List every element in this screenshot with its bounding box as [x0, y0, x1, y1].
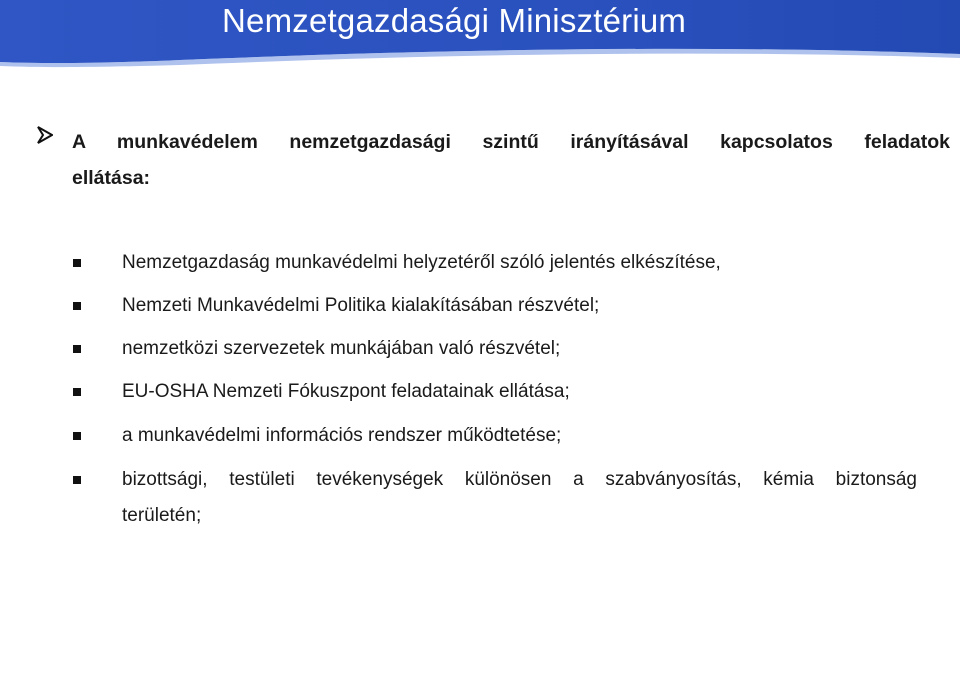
list-item-text: [122, 462, 917, 534]
list-item-text: nemzetközi szervezetek munkájában való részvétel;: [122, 338, 561, 359]
header-band: [0, 0, 960, 68]
square-bullet-icon: [73, 259, 81, 267]
square-bullet-icon: [73, 302, 81, 310]
list-item-text: EU-OSHA Nemzeti Fókuszpont feladatainak ellátása;: [122, 381, 570, 402]
list-item-line-2: területén;: [122, 505, 202, 526]
page-title: Nemzetgazdasági Minisztérium: [222, 2, 687, 39]
list-item-text: a munkavédelmi információs rendszer működtetése;: [122, 425, 562, 446]
square-bullet-icon: [73, 345, 81, 353]
arrow-bullet-icon: [37, 126, 53, 144]
list-item-text: Nemzeti Munkavédelmi Politika kialakításában részvétel;: [122, 295, 600, 316]
list-item-line-1: bizottsági, testületi tevékenységek különösen a szabványosítás, kémia biztonság: [122, 469, 917, 490]
square-bullet-icon: [73, 388, 81, 396]
main-point-line-2: ellátása:: [72, 167, 151, 189]
main-point-text: [72, 124, 952, 196]
square-bullet-icon: [73, 432, 81, 440]
main-point-line-1: A munkavédelem nemzetgazdasági szintű irányításával kapcsolatos feladatok: [72, 131, 950, 153]
square-bullet-icon: [73, 476, 81, 484]
list-item-text: Nemzetgazdaság munkavédelmi helyzetéről szóló jelentés elkészítése,: [122, 252, 721, 273]
